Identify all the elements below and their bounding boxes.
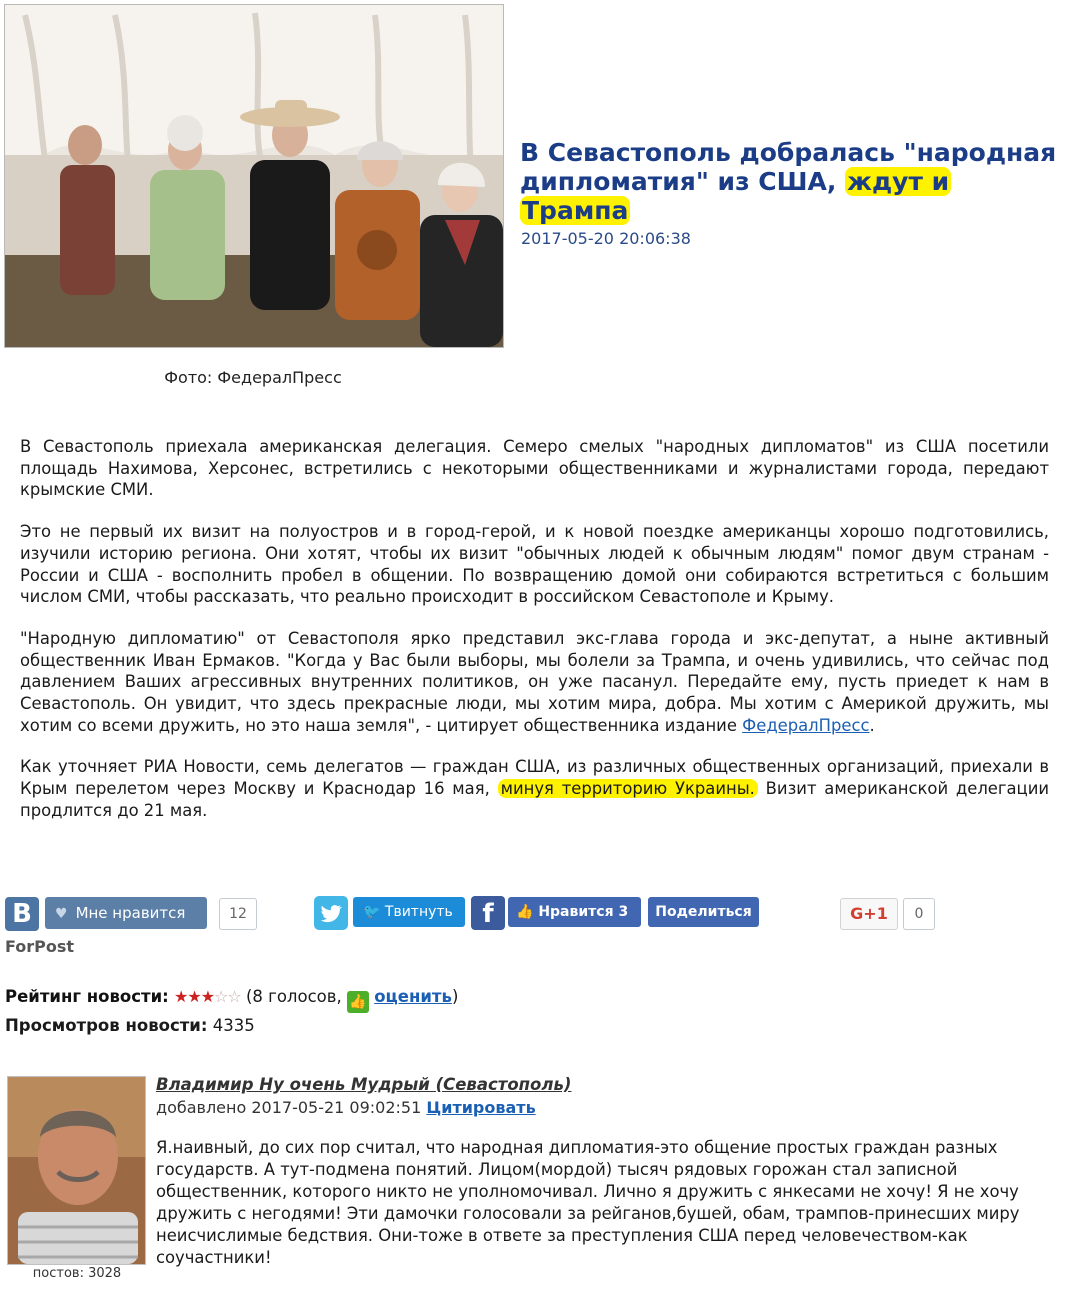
federalpress-link[interactable]: ФедералПресс <box>742 715 870 735</box>
paragraph-text: Визит американской делегации продлится до 21 мая. <box>20 779 1049 820</box>
heart-icon: ♥ <box>55 906 68 922</box>
twitter-icon[interactable] <box>314 896 348 930</box>
comment-meta <box>156 1098 536 1117</box>
paragraph <box>20 756 1049 821</box>
facebook-icon[interactable]: f <box>471 896 505 930</box>
article-body <box>20 436 1049 842</box>
close-paren: ) <box>451 987 459 1006</box>
views-row <box>5 1016 255 1035</box>
votes-text: (8 голосов, <box>245 987 342 1006</box>
star-filled-icon[interactable]: ★ <box>187 987 201 1006</box>
comment-date: добавлено 2017-05-21 09:02:51 <box>156 1098 422 1117</box>
star-filled-icon[interactable]: ★ <box>200 987 215 1006</box>
highlighted-text: минуя территорию Украины. <box>498 779 758 798</box>
thumbs-up-icon[interactable]: 👍 <box>347 991 369 1013</box>
facebook-like-label: Нравится 3 <box>538 904 629 920</box>
tweet-label: Твитнуть <box>384 904 453 920</box>
views-label: Просмотров новости: <box>5 1016 208 1035</box>
paragraph <box>20 628 1049 737</box>
quote-link[interactable]: Цитировать <box>426 1098 536 1117</box>
paragraph-text: . <box>869 715 875 735</box>
rating-row <box>5 987 458 1013</box>
tweet-button[interactable] <box>353 897 465 927</box>
star-empty-icon[interactable]: ☆ <box>214 987 228 1006</box>
comment-author[interactable]: Владимир Ну очень Мудрый (Севастополь) <box>156 1075 572 1094</box>
title-text: В Севастополь добралась "народная дипломатия" из США, <box>520 138 1057 196</box>
thumbs-up-icon: 👍 <box>516 904 539 920</box>
avatar <box>7 1076 146 1265</box>
photo-caption: Фото: ФедералПресс <box>164 368 342 387</box>
article-photo <box>4 4 504 348</box>
vk-like-button[interactable] <box>45 897 207 929</box>
article-date: 2017-05-20 20:06:38 <box>521 229 691 248</box>
source-label: ForPost <box>5 937 75 956</box>
vk-like-label: Мне нравится <box>75 904 186 922</box>
posts-count: постов: 3028 <box>32 1266 122 1281</box>
article-title <box>520 138 1068 225</box>
paragraph: Это не первый их визит на полуостров и в город-герой, и к новой поездке американцы хорошо подготовились, изучили историю региона. Они хотят, чтобы их визит "обычных людей к обычным людям" помог двум странам - России и США - восполнить пробел в общении. По возвращению домой они собираются встретиться с большим числом СМИ, чтобы рассказать, что реально происходит в российском Севастополе и Крыму. <box>20 522 1049 607</box>
title-highlight: Трампа <box>522 196 629 225</box>
google-plus-button[interactable]: G+1 <box>840 898 898 930</box>
views-count: 4335 <box>212 1016 255 1035</box>
vk-like-count: 12 <box>219 898 257 930</box>
google-plus-count: 0 <box>903 898 935 930</box>
title-highlight: ждут и <box>847 167 950 196</box>
paragraph-text: "Народную дипломатию" от Севастополя ярко представил экс-глава города и экс-депутат, а ныне активный общественник Иван Ермаков. "Когда у Вас были выборы, мы болели за Трампа, и очень удивились, что сейчас под давлением Ваших агрессивных внутренних политиков, он уже пасанул. Передайте ему, пусть приедет к нам в Севастополь. Он увидит, что здесь прекрасные люди, мы хотим мира, добра. Мы хотим с Америкой дружить, мы хотим со всеми дружить, но это наша земля", - цитирует общественника издание <box>20 628 1049 735</box>
vk-icon[interactable]: В <box>5 897 39 931</box>
star-empty-icon[interactable]: ☆ <box>227 987 241 1006</box>
facebook-like-button[interactable] <box>508 897 641 927</box>
star-filled-icon[interactable]: ★ <box>174 987 188 1006</box>
paragraph: В Севастополь приехала американская делегация. Семеро смелых "народных дипломатов" из США посетили площадь Нахимова, Херсонес, встретились с некоторыми общественниками и журналистами города, передают крымские СМИ. <box>20 437 1049 500</box>
rating-stars[interactable] <box>174 987 241 1006</box>
facebook-share-button[interactable]: Поделиться <box>648 897 759 927</box>
comment-text: Я.наивный, до сих пор считал, что народная дипломатия-это общение простых граждан разных государств. А тут-подмена понятий. Лицом(мордой) тысяч рядовых горожан стал записной общественник, которого никто не уполномочивал. Лично я дружить с янкесами не хочу! Я не хочу дружить с негодями! Эти дамочки голосовали за рейганов,бушей, обам, трампов-принесших миру неисчислимые бедствия. Они-тоже в ответе за преступления США перед человечеством-как соучастники! <box>156 1138 1020 1267</box>
paragraph-text: Как уточняет РИА Новости, семь делегатов — граждан США, из различных общественных организаций, приехали в Крым перелетом через Москву и Краснодар 16 мая, <box>20 757 1049 799</box>
rating-label: Рейтинг новости: <box>5 987 169 1006</box>
twitter-bird-icon: 🐦 <box>363 904 385 920</box>
rate-link[interactable]: оценить <box>374 987 452 1006</box>
